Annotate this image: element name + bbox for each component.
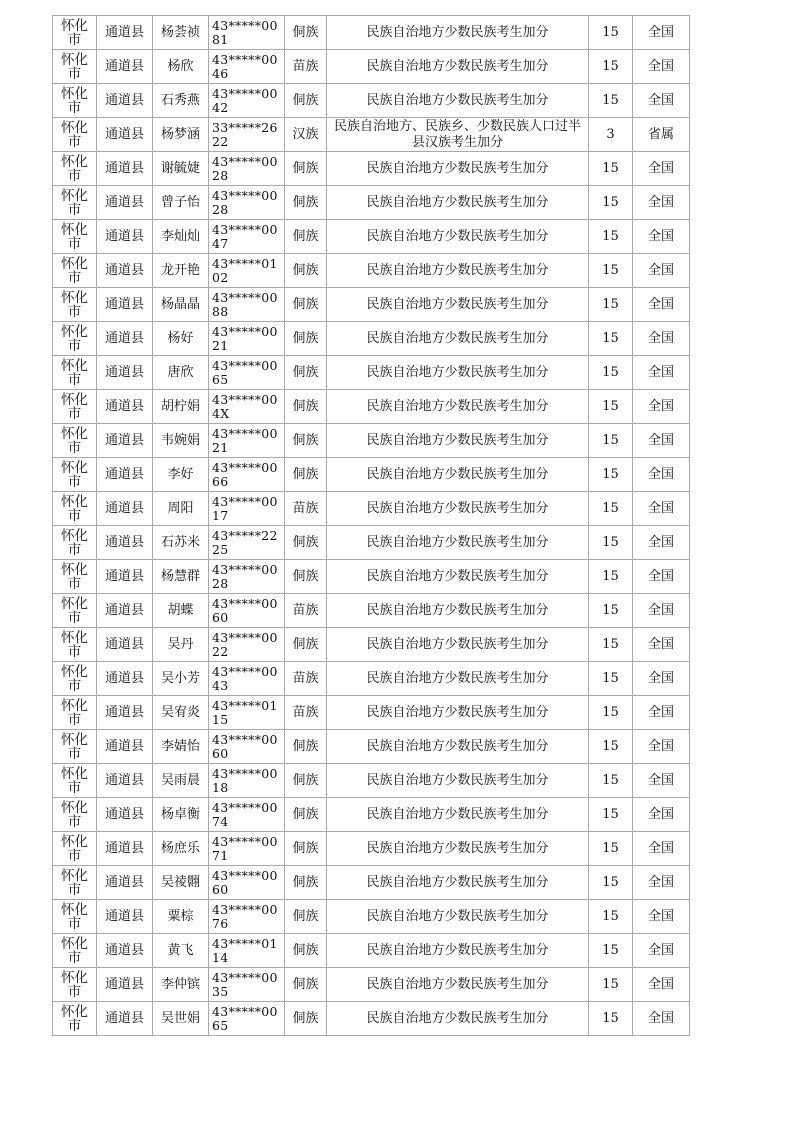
city-cell: 怀化市 <box>53 322 97 356</box>
candidate-name-cell: 杨欣 <box>153 50 209 84</box>
bonus-points-cell: 15 <box>589 934 633 968</box>
candidate-name-cell: 龙开艳 <box>153 254 209 288</box>
ethnicity-cell: 侗族 <box>285 322 327 356</box>
bonus-points-cell: 15 <box>589 730 633 764</box>
scope-cell: 全国 <box>633 662 690 696</box>
ethnicity-cell: 苗族 <box>285 50 327 84</box>
ethnicity-cell: 侗族 <box>285 934 327 968</box>
table-row <box>53 764 690 798</box>
id-number-cell: 43*****0022 <box>209 628 285 662</box>
scope-cell: 全国 <box>633 84 690 118</box>
city-cell: 怀化市 <box>53 594 97 628</box>
bonus-item-cell: 民族自治地方少数民族考生加分 <box>327 84 589 118</box>
ethnicity-cell: 侗族 <box>285 730 327 764</box>
county-cell: 通道县 <box>97 390 153 424</box>
bonus-item-cell: 民族自治地方少数民族考生加分 <box>327 356 589 390</box>
table-row <box>53 696 690 730</box>
county-cell: 通道县 <box>97 696 153 730</box>
bonus-points-cell: 15 <box>589 968 633 1002</box>
county-cell: 通道县 <box>97 628 153 662</box>
bonus-points-cell: 15 <box>589 458 633 492</box>
bonus-points-cell: 15 <box>589 526 633 560</box>
scope-cell: 全国 <box>633 1002 690 1036</box>
bonus-item-cell: 民族自治地方少数民族考生加分 <box>327 288 589 322</box>
county-cell: 通道县 <box>97 16 153 50</box>
county-cell: 通道县 <box>97 560 153 594</box>
bonus-item-cell: 民族自治地方少数民族考生加分 <box>327 50 589 84</box>
id-number-cell: 43*****0018 <box>209 764 285 798</box>
county-cell: 通道县 <box>97 662 153 696</box>
ethnicity-cell: 侗族 <box>285 220 327 254</box>
candidate-name-cell: 杨卓衡 <box>153 798 209 832</box>
scope-cell: 全国 <box>633 186 690 220</box>
bonus-points-cell: 15 <box>589 356 633 390</box>
bonus-points-cell: 15 <box>589 798 633 832</box>
bonus-points-cell: 15 <box>589 186 633 220</box>
table-row <box>53 526 690 560</box>
id-number-cell: 43*****0065 <box>209 1002 285 1036</box>
table-row <box>53 968 690 1002</box>
bonus-item-cell: 民族自治地方少数民族考生加分 <box>327 968 589 1002</box>
table-row <box>53 832 690 866</box>
city-cell: 怀化市 <box>53 152 97 186</box>
id-number-cell: 43*****0065 <box>209 356 285 390</box>
county-cell: 通道县 <box>97 900 153 934</box>
bonus-item-cell: 民族自治地方少数民族考生加分 <box>327 322 589 356</box>
id-number-cell: 43*****0035 <box>209 968 285 1002</box>
county-cell: 通道县 <box>97 356 153 390</box>
city-cell: 怀化市 <box>53 458 97 492</box>
ethnicity-cell: 苗族 <box>285 594 327 628</box>
table-row <box>53 730 690 764</box>
ethnicity-cell: 侗族 <box>285 798 327 832</box>
city-cell: 怀化市 <box>53 390 97 424</box>
bonus-item-cell: 民族自治地方少数民族考生加分 <box>327 832 589 866</box>
table-body <box>53 16 690 1036</box>
county-cell: 通道县 <box>97 492 153 526</box>
id-number-cell: 43*****004X <box>209 390 285 424</box>
county-cell: 通道县 <box>97 730 153 764</box>
scope-cell: 全国 <box>633 50 690 84</box>
city-cell: 怀化市 <box>53 934 97 968</box>
ethnicity-cell: 侗族 <box>285 186 327 220</box>
table-row <box>53 560 690 594</box>
ethnicity-cell: 侗族 <box>285 900 327 934</box>
scope-cell: 全国 <box>633 594 690 628</box>
candidate-name-cell: 李灿灿 <box>153 220 209 254</box>
candidate-name-cell: 谢毓婕 <box>153 152 209 186</box>
id-number-cell: 43*****0074 <box>209 798 285 832</box>
bonus-item-cell: 民族自治地方少数民族考生加分 <box>327 390 589 424</box>
bonus-item-cell: 民族自治地方少数民族考生加分 <box>327 594 589 628</box>
table-row <box>53 900 690 934</box>
city-cell: 怀化市 <box>53 84 97 118</box>
candidate-name-cell: 杨晶晶 <box>153 288 209 322</box>
candidate-name-cell: 黄飞 <box>153 934 209 968</box>
city-cell: 怀化市 <box>53 866 97 900</box>
id-number-cell: 43*****0115 <box>209 696 285 730</box>
id-number-cell: 43*****0114 <box>209 934 285 968</box>
bonus-points-cell: 15 <box>589 696 633 730</box>
table-row <box>53 50 690 84</box>
city-cell: 怀化市 <box>53 560 97 594</box>
ethnicity-cell: 侗族 <box>285 356 327 390</box>
id-number-cell: 43*****0046 <box>209 50 285 84</box>
bonus-points-cell: 15 <box>589 424 633 458</box>
county-cell: 通道县 <box>97 798 153 832</box>
id-number-cell: 43*****0017 <box>209 492 285 526</box>
bonus-points-table <box>52 15 690 1036</box>
ethnicity-cell: 侗族 <box>285 764 327 798</box>
candidate-name-cell: 吴世娟 <box>153 1002 209 1036</box>
bonus-item-cell: 民族自治地方少数民族考生加分 <box>327 696 589 730</box>
candidate-name-cell: 曾子怡 <box>153 186 209 220</box>
bonus-points-cell: 15 <box>589 254 633 288</box>
table-row <box>53 84 690 118</box>
bonus-points-cell: 15 <box>589 832 633 866</box>
city-cell: 怀化市 <box>53 254 97 288</box>
city-cell: 怀化市 <box>53 628 97 662</box>
ethnicity-cell: 侗族 <box>285 152 327 186</box>
bonus-points-cell: 15 <box>589 288 633 322</box>
bonus-points-cell: 15 <box>589 50 633 84</box>
scope-cell: 全国 <box>633 492 690 526</box>
county-cell: 通道县 <box>97 50 153 84</box>
bonus-points-cell: 15 <box>589 220 633 254</box>
scope-cell: 全国 <box>633 628 690 662</box>
table-row <box>53 934 690 968</box>
id-number-cell: 43*****0047 <box>209 220 285 254</box>
scope-cell: 全国 <box>633 288 690 322</box>
scope-cell: 全国 <box>633 356 690 390</box>
city-cell: 怀化市 <box>53 50 97 84</box>
scope-cell: 全国 <box>633 832 690 866</box>
table-row <box>53 390 690 424</box>
candidate-name-cell: 杨庶乐 <box>153 832 209 866</box>
candidate-name-cell: 杨梦涵 <box>153 118 209 152</box>
city-cell: 怀化市 <box>53 798 97 832</box>
bonus-points-cell: 15 <box>589 594 633 628</box>
county-cell: 通道县 <box>97 968 153 1002</box>
bonus-item-cell: 民族自治地方少数民族考生加分 <box>327 254 589 288</box>
table-row <box>53 356 690 390</box>
id-number-cell: 43*****0076 <box>209 900 285 934</box>
bonus-points-cell: 15 <box>589 900 633 934</box>
table-row <box>53 16 690 50</box>
id-number-cell: 43*****0088 <box>209 288 285 322</box>
id-number-cell: 43*****0060 <box>209 594 285 628</box>
city-cell: 怀化市 <box>53 832 97 866</box>
candidate-name-cell: 吴丹 <box>153 628 209 662</box>
county-cell: 通道县 <box>97 322 153 356</box>
county-cell: 通道县 <box>97 220 153 254</box>
bonus-item-cell: 民族自治地方少数民族考生加分 <box>327 764 589 798</box>
candidate-name-cell: 吴宥炎 <box>153 696 209 730</box>
id-number-cell: 43*****0066 <box>209 458 285 492</box>
candidate-name-cell: 李好 <box>153 458 209 492</box>
scope-cell: 全国 <box>633 934 690 968</box>
city-cell: 怀化市 <box>53 526 97 560</box>
candidate-name-cell: 吴小芳 <box>153 662 209 696</box>
candidate-name-cell: 石苏米 <box>153 526 209 560</box>
bonus-points-cell: 15 <box>589 662 633 696</box>
bonus-item-cell: 民族自治地方少数民族考生加分 <box>327 220 589 254</box>
table-row <box>53 254 690 288</box>
table-row <box>53 866 690 900</box>
table-row <box>53 458 690 492</box>
ethnicity-cell: 侗族 <box>285 288 327 322</box>
table-row <box>53 288 690 322</box>
table-row <box>53 798 690 832</box>
candidate-name-cell: 石秀燕 <box>153 84 209 118</box>
ethnicity-cell: 汉族 <box>285 118 327 152</box>
bonus-item-cell: 民族自治地方少数民族考生加分 <box>327 458 589 492</box>
ethnicity-cell: 侗族 <box>285 16 327 50</box>
bonus-points-cell: 15 <box>589 16 633 50</box>
city-cell: 怀化市 <box>53 186 97 220</box>
county-cell: 通道县 <box>97 764 153 798</box>
bonus-item-cell: 民族自治地方少数民族考生加分 <box>327 186 589 220</box>
bonus-points-cell: 15 <box>589 84 633 118</box>
table-row <box>53 1002 690 1036</box>
table-row <box>53 186 690 220</box>
scope-cell: 全国 <box>633 764 690 798</box>
table-row <box>53 220 690 254</box>
city-cell: 怀化市 <box>53 356 97 390</box>
table-row <box>53 662 690 696</box>
id-number-cell: 43*****0060 <box>209 866 285 900</box>
county-cell: 通道县 <box>97 84 153 118</box>
city-cell: 怀化市 <box>53 696 97 730</box>
table-row <box>53 492 690 526</box>
bonus-points-cell: 15 <box>589 866 633 900</box>
county-cell: 通道县 <box>97 186 153 220</box>
city-cell: 怀化市 <box>53 288 97 322</box>
scope-cell: 全国 <box>633 968 690 1002</box>
ethnicity-cell: 侗族 <box>285 526 327 560</box>
bonus-item-cell: 民族自治地方少数民族考生加分 <box>327 526 589 560</box>
candidate-name-cell: 粟棕 <box>153 900 209 934</box>
ethnicity-cell: 苗族 <box>285 696 327 730</box>
id-number-cell: 43*****0042 <box>209 84 285 118</box>
bonus-item-cell: 民族自治地方少数民族考生加分 <box>327 152 589 186</box>
scope-cell: 全国 <box>633 16 690 50</box>
id-number-cell: 43*****0021 <box>209 322 285 356</box>
scope-cell: 全国 <box>633 730 690 764</box>
id-number-cell: 43*****0071 <box>209 832 285 866</box>
bonus-item-cell: 民族自治地方少数民族考生加分 <box>327 730 589 764</box>
id-number-cell: 43*****0043 <box>209 662 285 696</box>
scope-cell: 全国 <box>633 560 690 594</box>
ethnicity-cell: 侗族 <box>285 458 327 492</box>
bonus-item-cell: 民族自治地方少数民族考生加分 <box>327 560 589 594</box>
id-number-cell: 43*****2225 <box>209 526 285 560</box>
bonus-item-cell: 民族自治地方、民族乡、少数民族人口过半县汉族考生加分 <box>327 118 589 152</box>
scope-cell: 全国 <box>633 866 690 900</box>
city-cell: 怀化市 <box>53 424 97 458</box>
county-cell: 通道县 <box>97 934 153 968</box>
table-row <box>53 152 690 186</box>
bonus-points-cell: 15 <box>589 322 633 356</box>
table-row <box>53 424 690 458</box>
scope-cell: 全国 <box>633 424 690 458</box>
candidate-name-cell: 杨好 <box>153 322 209 356</box>
county-cell: 通道县 <box>97 288 153 322</box>
city-cell: 怀化市 <box>53 492 97 526</box>
ethnicity-cell: 侗族 <box>285 832 327 866</box>
city-cell: 怀化市 <box>53 900 97 934</box>
bonus-points-cell: 15 <box>589 628 633 662</box>
bonus-item-cell: 民族自治地方少数民族考生加分 <box>327 628 589 662</box>
city-cell: 怀化市 <box>53 16 97 50</box>
candidate-name-cell: 胡柠娟 <box>153 390 209 424</box>
county-cell: 通道县 <box>97 424 153 458</box>
ethnicity-cell: 侗族 <box>285 628 327 662</box>
county-cell: 通道县 <box>97 118 153 152</box>
id-number-cell: 43*****0060 <box>209 730 285 764</box>
city-cell: 怀化市 <box>53 730 97 764</box>
table-row <box>53 628 690 662</box>
bonus-item-cell: 民族自治地方少数民族考生加分 <box>327 662 589 696</box>
scope-cell: 全国 <box>633 526 690 560</box>
scope-cell: 全国 <box>633 322 690 356</box>
scope-cell: 全国 <box>633 458 690 492</box>
county-cell: 通道县 <box>97 1002 153 1036</box>
candidate-name-cell: 杨慧群 <box>153 560 209 594</box>
ethnicity-cell: 侗族 <box>285 254 327 288</box>
candidate-name-cell: 吴祾翾 <box>153 866 209 900</box>
ethnicity-cell: 侗族 <box>285 424 327 458</box>
id-number-cell: 43*****0021 <box>209 424 285 458</box>
candidate-name-cell: 李仲镔 <box>153 968 209 1002</box>
county-cell: 通道县 <box>97 594 153 628</box>
city-cell: 怀化市 <box>53 968 97 1002</box>
id-number-cell: 43*****0028 <box>209 152 285 186</box>
candidate-name-cell: 李婧怡 <box>153 730 209 764</box>
ethnicity-cell: 侗族 <box>285 390 327 424</box>
scope-cell: 全国 <box>633 152 690 186</box>
bonus-points-cell: 15 <box>589 390 633 424</box>
candidate-name-cell: 韦婉娟 <box>153 424 209 458</box>
bonus-item-cell: 民族自治地方少数民族考生加分 <box>327 16 589 50</box>
candidate-name-cell: 吴雨晨 <box>153 764 209 798</box>
ethnicity-cell: 侗族 <box>285 1002 327 1036</box>
scope-cell: 全国 <box>633 220 690 254</box>
id-number-cell: 33*****2622 <box>209 118 285 152</box>
bonus-item-cell: 民族自治地方少数民族考生加分 <box>327 866 589 900</box>
bonus-item-cell: 民族自治地方少数民族考生加分 <box>327 900 589 934</box>
city-cell: 怀化市 <box>53 764 97 798</box>
scope-cell: 全国 <box>633 390 690 424</box>
bonus-points-cell: 15 <box>589 560 633 594</box>
county-cell: 通道县 <box>97 254 153 288</box>
city-cell: 怀化市 <box>53 662 97 696</box>
id-number-cell: 43*****0028 <box>209 186 285 220</box>
scope-cell: 全国 <box>633 798 690 832</box>
city-cell: 怀化市 <box>53 118 97 152</box>
scope-cell: 全国 <box>633 254 690 288</box>
bonus-points-cell: 15 <box>589 152 633 186</box>
bonus-item-cell: 民族自治地方少数民族考生加分 <box>327 424 589 458</box>
id-number-cell: 43*****0102 <box>209 254 285 288</box>
ethnicity-cell: 侗族 <box>285 968 327 1002</box>
ethnicity-cell: 侗族 <box>285 866 327 900</box>
ethnicity-cell: 侗族 <box>285 560 327 594</box>
candidate-name-cell: 胡蝶 <box>153 594 209 628</box>
candidate-name-cell: 杨荟祯 <box>153 16 209 50</box>
bonus-item-cell: 民族自治地方少数民族考生加分 <box>327 1002 589 1036</box>
bonus-item-cell: 民族自治地方少数民族考生加分 <box>327 798 589 832</box>
bonus-points-cell: 15 <box>589 1002 633 1036</box>
ethnicity-cell: 苗族 <box>285 492 327 526</box>
city-cell: 怀化市 <box>53 220 97 254</box>
county-cell: 通道县 <box>97 832 153 866</box>
table-row <box>53 322 690 356</box>
bonus-item-cell: 民族自治地方少数民族考生加分 <box>327 934 589 968</box>
bonus-points-cell: 15 <box>589 492 633 526</box>
bonus-points-cell: 3 <box>589 118 633 152</box>
id-number-cell: 43*****0028 <box>209 560 285 594</box>
county-cell: 通道县 <box>97 458 153 492</box>
county-cell: 通道县 <box>97 152 153 186</box>
city-cell: 怀化市 <box>53 1002 97 1036</box>
candidate-name-cell: 周阳 <box>153 492 209 526</box>
table-row <box>53 594 690 628</box>
ethnicity-cell: 苗族 <box>285 662 327 696</box>
bonus-item-cell: 民族自治地方少数民族考生加分 <box>327 492 589 526</box>
county-cell: 通道县 <box>97 526 153 560</box>
candidate-name-cell: 唐欣 <box>153 356 209 390</box>
table-row <box>53 118 690 152</box>
scope-cell: 全国 <box>633 696 690 730</box>
bonus-points-cell: 15 <box>589 764 633 798</box>
scope-cell: 省属 <box>633 118 690 152</box>
ethnicity-cell: 侗族 <box>285 84 327 118</box>
id-number-cell: 43*****0081 <box>209 16 285 50</box>
county-cell: 通道县 <box>97 866 153 900</box>
scope-cell: 全国 <box>633 900 690 934</box>
